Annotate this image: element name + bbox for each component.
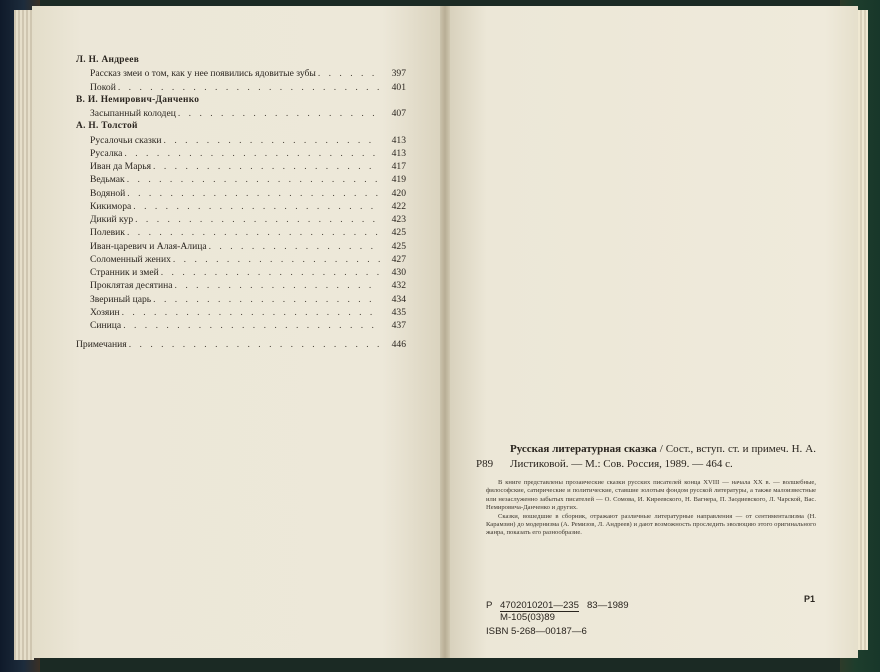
toc-entry: Русалочьи сказки . . . 413 xyxy=(76,134,406,147)
page-edges-left xyxy=(14,10,34,660)
toc-notes-entry: Примечания . . . 446 xyxy=(76,338,406,351)
toc-author: А. Н. Толстой xyxy=(76,121,138,132)
catalog-annotation: В книге представлены прозаические сказки русских писателей конца XVIII — начала XX в. — волшебные, философские, сатирические и политические, ставшие золотым фондом русской литературы, а также малоизвестные или незаслуженно забытых писателей — О. Сомова, И. Киреевского, Н. Вагнера, П. Заодиевского, Л. Чарской, Вас. Немировича-Данченко и других. Сказки, вошедшие в сборник, отражают различные литературные направления — от сентиментализма (Н. Карамзин) до модернизма (А. Ремизов, Л. Андреев) и дают возможность проследить эволюцию этого оригинального жанра, показать его разнообразие. xyxy=(486,479,816,537)
toc-entry: Синица . . . 437 xyxy=(76,319,406,332)
bibliographic-codes xyxy=(486,600,816,637)
toc-entry: Дикий кур . . . 423 xyxy=(76,213,406,226)
catalog-title: Русская литературная сказка / Сост., вступ. ст. и примеч. Н. А. Листиковой. — М.: Сов. Россия, 1989. — 464 с. xyxy=(510,443,816,470)
bib-code-line: М-105(03)89 xyxy=(500,612,555,623)
toc-entry: Покой . . . 401 xyxy=(76,81,406,94)
toc-entry: Соломенный жених . . . 427 xyxy=(76,253,406,266)
table-of-contents xyxy=(76,54,406,352)
bib-code-line: Р 4702010201—235 83—1989 xyxy=(486,600,629,611)
show-through-text xyxy=(590,390,750,410)
toc-entry: Иван-царевич и Алая-Алица . . . 425 xyxy=(76,240,406,253)
toc-entry: Рассказ змеи о том, как у нее появились ядовитые зубы . . . 397 xyxy=(76,67,406,80)
catalog-card xyxy=(476,442,816,538)
book-gutter xyxy=(440,6,450,658)
classification-mark: Р1 xyxy=(804,594,816,604)
toc-entry: Звериный царь . . . 434 xyxy=(76,293,406,306)
toc-entry: Полевик . . . 425 xyxy=(76,226,406,239)
toc-entry: Проклятая десятина . . . 432 xyxy=(76,279,406,292)
toc-entry: Хозяин . . . 435 xyxy=(76,306,406,319)
toc-entry: Водяной . . . 420 xyxy=(76,187,406,200)
toc-entry: Кикимора . . . 422 xyxy=(76,200,406,213)
toc-entry: Засыпанный колодец . . . 407 xyxy=(76,107,406,120)
right-page xyxy=(446,6,858,658)
toc-entry: Иван да Марья . . . 417 xyxy=(76,160,406,173)
toc-author: В. И. Немирович-Данченко xyxy=(76,94,200,105)
isbn: ISBN 5-268—00187—6 xyxy=(486,626,587,637)
toc-entry: Русалка . . . 413 xyxy=(76,147,406,160)
toc-author: Л. Н. Андреев xyxy=(76,55,140,65)
catalog-code: Р89 xyxy=(476,458,494,470)
toc-entry: Странник и змей . . . 430 xyxy=(76,266,406,279)
toc-entry: Ведьмак . . . 419 xyxy=(76,173,406,186)
